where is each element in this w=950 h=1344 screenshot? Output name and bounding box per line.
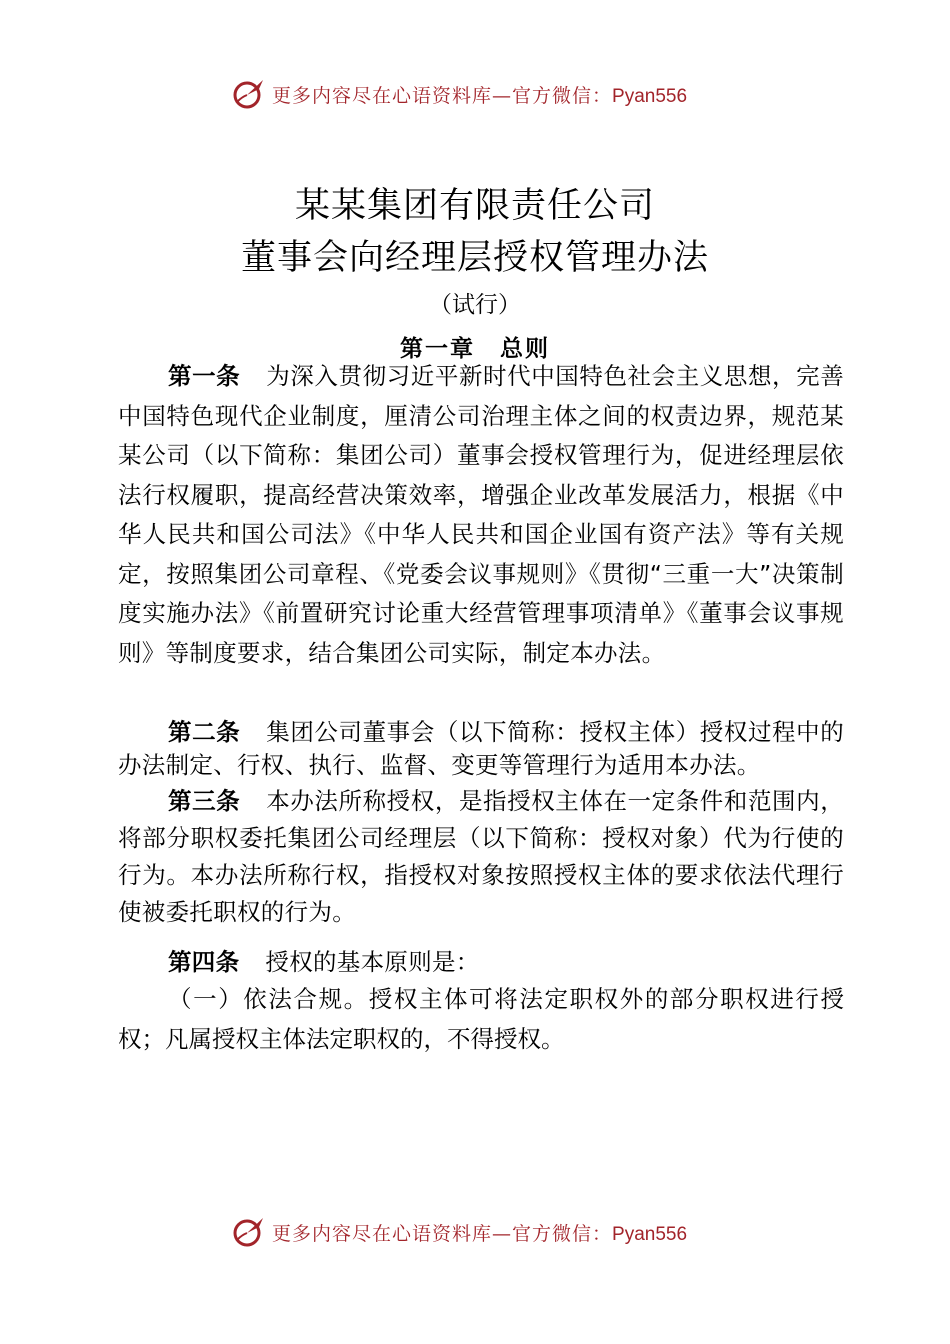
- watermark-text: 更多内容尽在心语资料库—官方微信：Pyan556: [272, 1222, 688, 1245]
- document-title-line1: 某某集团有限责任公司: [294, 186, 655, 226]
- article-text: 为深入贯彻习近平新时代中国特色社会主义思想，完善中国特色现代企业制度，厘清公司治理主体之间的权责边界，规范某某公司（以下简称：集团公司）董事会授权管理行为，促进经理层依法行权履职，提高经营决策效率，增强企业改革发展活力，根据《中华人民共和国公司法》《中华人民共和国企业国有资产法》等有关规定，按照集团公司章程、《党委会议事规则》《贯彻“三重一大”决策制度实施办法》《前置研究讨论重大经营管理事项清单》《董事会议事规则》等制度要求，结合集团公司实际，制定本办法。: [118, 362, 845, 667]
- chapter-heading: 第一章 总则: [400, 336, 550, 362]
- document-title-line2: 董事会向经理层授权管理办法: [240, 238, 709, 278]
- article-text: 本办法所称授权，是指授权主体在一定条件和范围内，将部分职权委托集团公司经理层（以下简称：授权对象）代为行使的行为。本办法所称行权，指授权对象按照授权主体的要求依法代理行使被委托职权的行为。: [118, 787, 845, 926]
- article-label: 第四条: [168, 948, 240, 976]
- quill-logo-icon: [232, 1215, 266, 1249]
- article-4: [118, 943, 844, 982]
- article-text: 集团公司董事会（以下简称：授权主体）授权过程中的办法制定、行权、执行、监督、变更等管理行为适用本办法。: [118, 718, 845, 779]
- watermark-text: 更多内容尽在心语资料库—官方微信：Pyan556: [272, 84, 688, 107]
- watermark-footer: [232, 1212, 732, 1252]
- principle-1: （一）依法合规。授权主体可将法定职权外的部分职权进行授权；凡属授权主体法定职权的，不得授权。: [118, 985, 844, 1053]
- wechat-id: Pyan556: [612, 85, 688, 107]
- article-text: 授权的基本原则是：: [265, 948, 480, 976]
- article-1: [118, 357, 844, 673]
- article-2: [118, 716, 844, 782]
- document-subtitle: （试行）: [429, 292, 521, 318]
- quill-logo-icon: [232, 77, 266, 111]
- wechat-id: Pyan556: [612, 1223, 688, 1245]
- article-label: 第二条: [168, 718, 241, 746]
- article-label: 第一条: [168, 362, 241, 390]
- article-label: 第三条: [168, 787, 241, 815]
- article-3: [118, 783, 844, 931]
- watermark-header: [232, 74, 732, 114]
